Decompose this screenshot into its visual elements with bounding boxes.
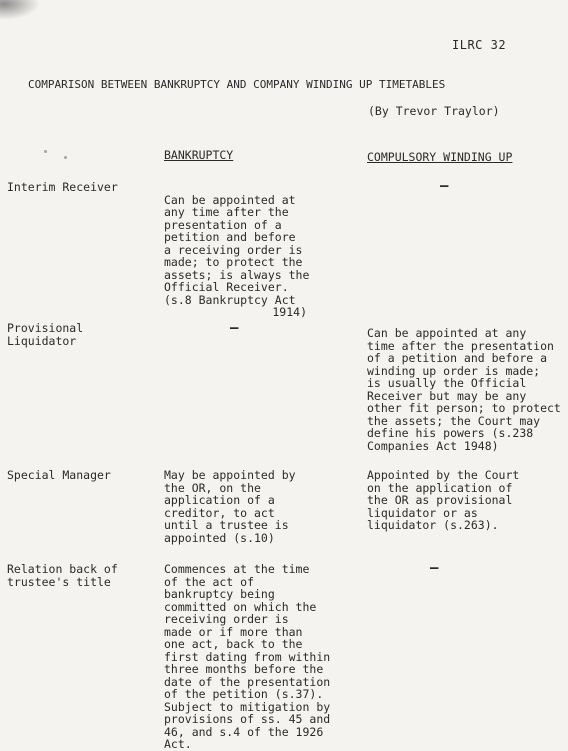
scan-smudge: [0, 0, 40, 20]
cell-winding-up-special-manager: Appointed by the Court on the application of the OR as provisional liquidator or as liquidator (s.263).: [367, 468, 520, 532]
scan-speck: [44, 150, 47, 153]
cell-winding-up-provisional-liquidator: Can be appointed at any time after the presentation of a petition and before a winding up order is made; is usually the Official Receiver but may be any other fit person; to protect the assets; the Court may define his powers (s.238 Companies Act 1948): [367, 326, 561, 453]
author-byline: (By Trevor Traylor): [368, 104, 500, 118]
cell-text: Can be appointed at any time after the presentation of a petition and before a receiving order is made; to protect the assets; is always the Official Receiver. (s.8 Bankruptcy Act: [164, 192, 310, 307]
row-label-provisional-liquidator: Provisional Liquidator: [7, 321, 84, 348]
document-reference: ILRC 32: [452, 38, 507, 52]
cell-bankruptcy-interim-receiver: [164, 181, 309, 331]
cell-winding-up-interim-receiver: –: [440, 178, 449, 194]
row-label-interim-receiver: Interim Receiver: [7, 180, 118, 194]
cell-bankruptcy-relation-back: Commences at the time of the act of bankruptcy being committed on which the receiving order is made or if more than one act, back to the first dating from within three months before the date of the presentation of the petition (s.37). Subject to mitigation by provisions of ss. 45 and 46, and s.4 of the 1926 Act.: [164, 562, 331, 751]
row-label-relation-back: Relation back of trustee's title: [7, 562, 118, 589]
cell-text-tail: 1914): [272, 305, 307, 319]
cell-bankruptcy-provisional-liquidator: –: [230, 320, 239, 336]
cell-bankruptcy-special-manager: May be appointed by the OR, on the application of a creditor, to act until a trustee is appointed (s.10): [164, 468, 296, 545]
row-label-special-manager: Special Manager: [7, 468, 111, 482]
column-header-winding-up: COMPULSORY WINDING UP: [367, 150, 513, 164]
document-title: COMPARISON BETWEEN BANKRUPTCY AND COMPANY WINDING UP TIMETABLES: [28, 78, 446, 91]
column-header-bankruptcy: BANKRUPTCY: [164, 148, 234, 162]
scan-speck: [64, 156, 67, 159]
cell-winding-up-relation-back: –: [430, 560, 439, 576]
